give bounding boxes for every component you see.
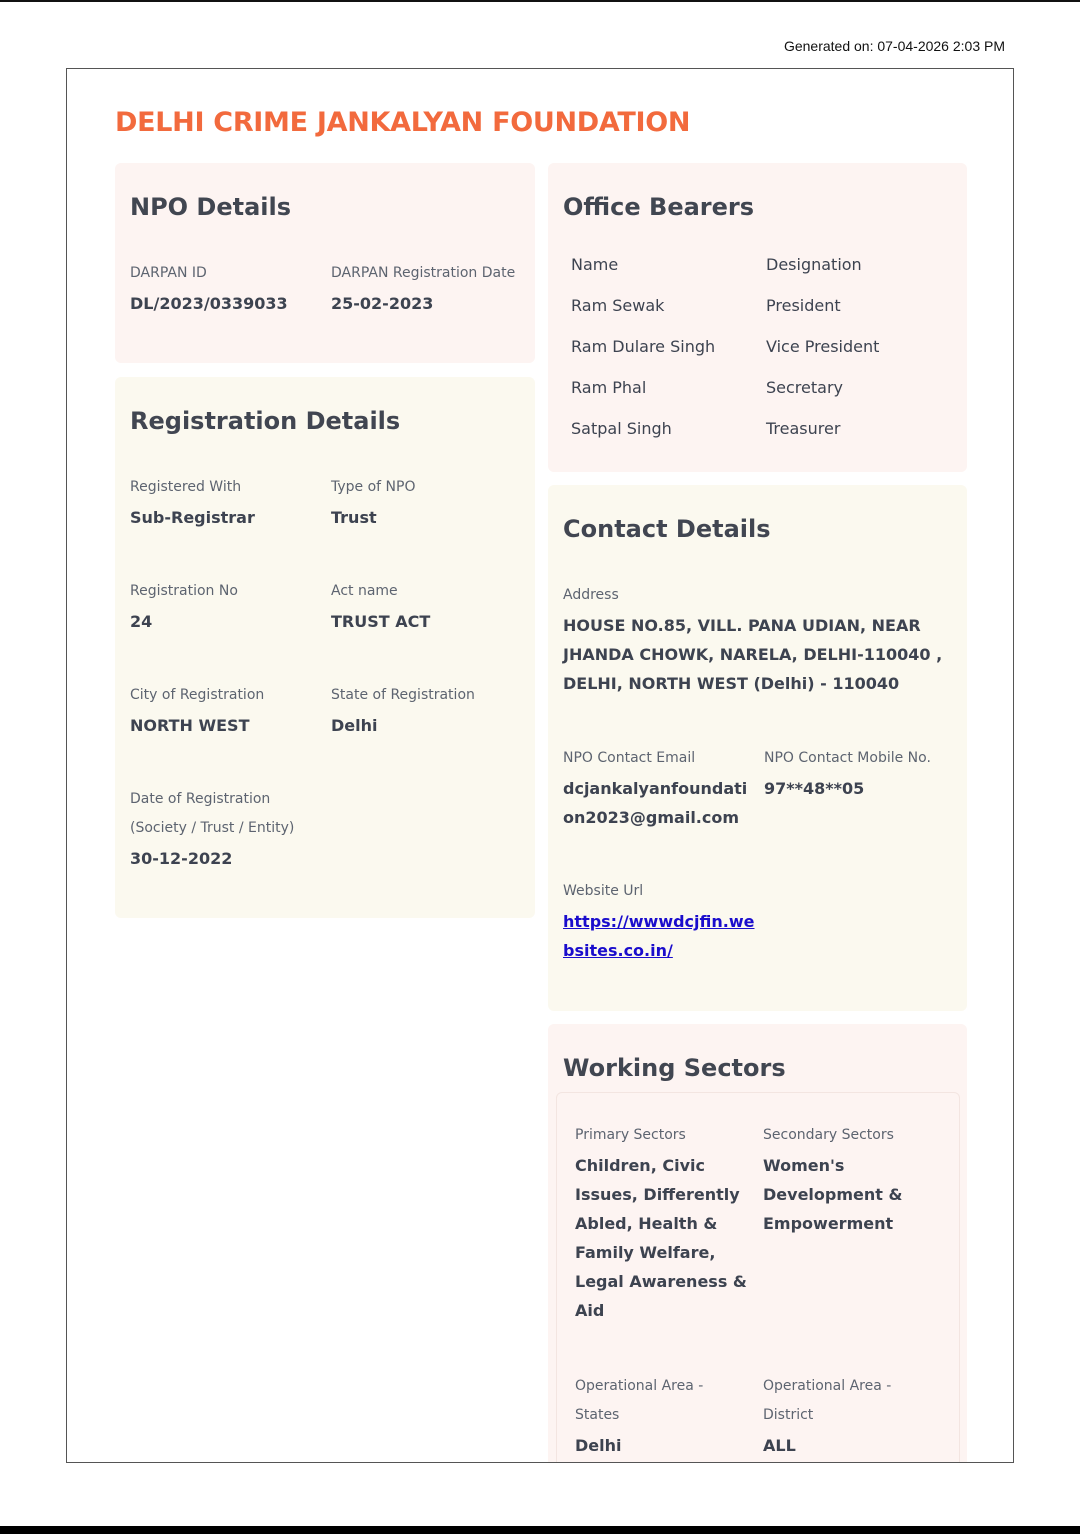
bearers-col-designation: Designation [766, 255, 862, 274]
npo-type-value: Trust [331, 508, 377, 527]
registration-details-heading: Registration Details [130, 407, 401, 435]
primary-sector-line: Family Welfare, [575, 1243, 716, 1262]
bearer-designation: Vice President [766, 337, 880, 356]
date-of-registration-sublabel: (Society / Trust / Entity) [130, 820, 295, 836]
primary-sector-line: Abled, Health & [575, 1214, 718, 1233]
bottom-border [0, 1526, 1080, 1534]
office-bearers-card [548, 163, 967, 472]
registration-no-label: Registration No [130, 583, 238, 599]
act-name-value: TRUST ACT [331, 612, 431, 631]
secondary-sector-line: Development & [763, 1185, 903, 1204]
npo-type-label: Type of NPO [331, 479, 416, 495]
secondary-sectors-label: Secondary Sectors [763, 1127, 894, 1143]
secondary-sector-line: Women's [763, 1156, 845, 1175]
state-of-registration-label: State of Registration [331, 687, 475, 703]
bearer-designation: Treasurer [766, 419, 841, 438]
op-area-district-sublabel: District [763, 1407, 814, 1423]
website-url-line[interactable]: https://wwwdcjfin.we [563, 912, 755, 931]
op-area-states-label: Operational Area - [575, 1378, 704, 1394]
bearer-name: Ram Dulare Singh [571, 337, 716, 356]
secondary-sector-line: Empowerment [763, 1214, 894, 1233]
state-of-registration-value: Delhi [331, 716, 378, 735]
date-of-registration-label: Date of Registration [130, 791, 271, 807]
bearer-name: Ram Phal [571, 378, 647, 397]
darpan-reg-date-label: DARPAN Registration Date [331, 265, 516, 281]
address-label: Address [563, 587, 619, 603]
op-area-states-sublabel: States [575, 1407, 620, 1423]
office-bearers-heading: Office Bearers [563, 193, 755, 221]
primary-sector-line: Children, Civic [575, 1156, 705, 1175]
act-name-label: Act name [331, 583, 398, 599]
address-line: JHANDA CHOWK, NARELA, DELHI-110040 , [563, 645, 943, 664]
registered-with-label: Registered With [130, 479, 242, 495]
working-sectors-heading: Working Sectors [563, 1054, 786, 1082]
registered-with-value: Sub-Registrar [130, 508, 255, 527]
bearer-designation: Secretary [766, 378, 843, 397]
website-url-line[interactable]: bsites.co.in/ [563, 941, 673, 960]
primary-sectors-label: Primary Sectors [575, 1127, 686, 1143]
npo-details-heading: NPO Details [130, 193, 292, 221]
registration-details-card [115, 377, 535, 918]
generated-timestamp: Generated on: 07-04-2026 2:03 PM [783, 38, 1005, 54]
darpan-id-label: DARPAN ID [130, 265, 207, 281]
contact-details-heading: Contact Details [563, 515, 771, 543]
bearer-name: Satpal Singh [571, 419, 672, 438]
org-title: DELHI CRIME JANKALYAN FOUNDATION [115, 107, 691, 138]
contact-details-card [548, 485, 967, 1011]
contact-email-label: NPO Contact Email [563, 750, 696, 766]
npo-details-card [115, 163, 535, 363]
registration-no-value: 24 [130, 612, 153, 631]
document-frame [66, 68, 1014, 1463]
address-line: DELHI, NORTH WEST (Delhi) - 110040 [563, 674, 900, 693]
primary-sector-line: Issues, Differently [575, 1185, 740, 1204]
bearer-name: Ram Sewak [571, 296, 665, 315]
city-of-registration-value: NORTH WEST [130, 716, 250, 735]
primary-sector-line: Legal Awareness & [575, 1272, 747, 1291]
working-sectors-card [548, 1024, 967, 1463]
contact-email-value: on2023@gmail.com [563, 808, 740, 827]
bearer-designation: President [766, 296, 841, 315]
contact-mobile-label: NPO Contact Mobile No. [764, 750, 931, 766]
darpan-id-value: DL/2023/0339033 [130, 294, 288, 313]
op-area-district-value: ALL [763, 1436, 796, 1455]
date-of-registration-value: 30-12-2022 [130, 849, 233, 868]
bearers-col-name: Name [571, 255, 619, 274]
top-border [0, 0, 1080, 2]
website-url-link[interactable] [563, 907, 754, 965]
address-line: HOUSE NO.85, VILL. PANA UDIAN, NEAR [563, 616, 921, 635]
op-area-district-label: Operational Area - [763, 1378, 892, 1394]
contact-email-value: dcjankalyanfoundati [563, 779, 748, 798]
website-url-label: Website Url [563, 883, 644, 899]
contact-mobile-value: 97**48**05 [764, 779, 865, 798]
city-of-registration-label: City of Registration [130, 687, 265, 703]
op-area-states-value: Delhi [575, 1436, 622, 1455]
primary-sector-line: Aid [575, 1301, 605, 1320]
darpan-reg-date-value: 25-02-2023 [331, 294, 434, 313]
